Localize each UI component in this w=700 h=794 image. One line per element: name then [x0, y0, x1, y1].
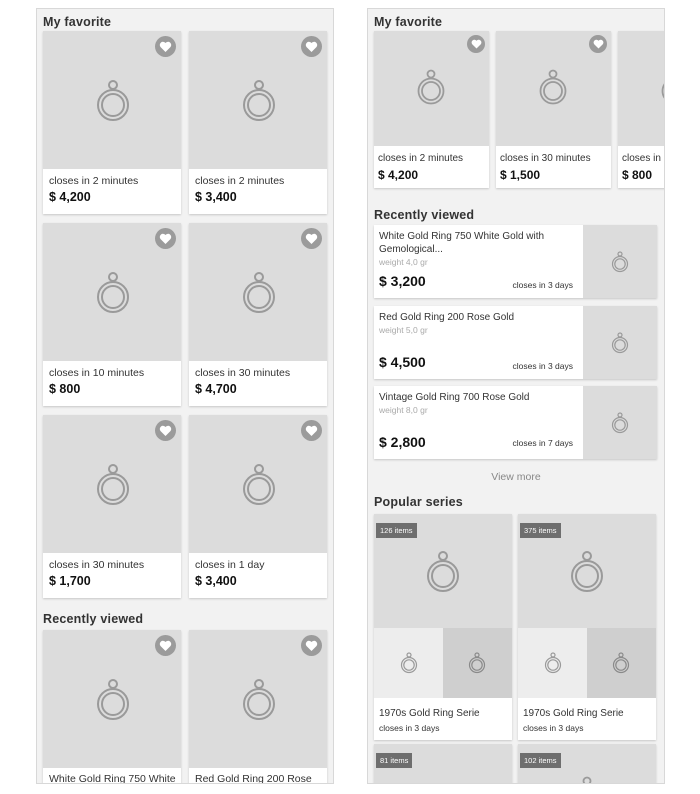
recently-viewed-title: Recently viewed	[43, 612, 144, 626]
product-title: White Gold Ring 750 White	[49, 773, 176, 784]
ring-icon	[241, 79, 277, 123]
left-screen	[36, 8, 334, 784]
heart-icon[interactable]	[467, 35, 485, 53]
my-favorite-title: My favorite	[43, 15, 112, 29]
my-favorite-title: My favorite	[374, 15, 443, 29]
ring-icon	[611, 412, 629, 434]
product-title: Vintage Gold Ring 700 Rose Gold	[379, 392, 530, 403]
series-card[interactable]	[518, 514, 656, 740]
favorite-card[interactable]	[189, 415, 327, 598]
closes-text: closes in 3 days	[512, 361, 573, 371]
closes-text: closes in 10 minutes	[49, 367, 145, 379]
ring-icon	[241, 678, 277, 722]
closes-text: closes in 2 minutes	[195, 175, 285, 187]
favorite-card[interactable]	[189, 223, 327, 406]
ring-icon	[569, 550, 605, 594]
product-image	[618, 31, 665, 146]
heart-icon[interactable]	[155, 635, 176, 656]
favorite-card[interactable]	[43, 223, 181, 406]
favorite-card[interactable]	[189, 31, 327, 214]
product-thumbnail	[583, 386, 657, 459]
price: $ 4,700	[195, 382, 237, 396]
ring-icon	[612, 652, 630, 674]
ring-icon	[660, 69, 665, 106]
right-screen	[367, 8, 665, 784]
favorite-card[interactable]	[618, 31, 665, 188]
ring-icon	[95, 79, 131, 123]
recent-card[interactable]	[43, 630, 181, 784]
heart-icon[interactable]	[301, 635, 322, 656]
item-count-badge: 126 items	[376, 523, 417, 538]
ring-icon	[611, 332, 629, 354]
product-weight: weight 5,0 gr	[379, 325, 428, 335]
ring-icon	[95, 678, 131, 722]
price: $ 3,400	[195, 574, 237, 588]
series-card[interactable]	[518, 744, 656, 784]
closes-text: closes in 30 minutes	[500, 153, 591, 164]
view-more-link[interactable]: View more	[491, 471, 541, 483]
ring-icon	[577, 776, 597, 784]
closes-text: closes in 3 days	[379, 723, 440, 733]
product-title: Red Gold Ring 200 Rose Gold	[379, 312, 515, 323]
price: $ 4,200	[378, 168, 419, 182]
ring-icon	[611, 251, 629, 273]
product-title: White Gold Ring 750 White Gold with Gemological...	[379, 231, 545, 255]
price: $ 3,200	[379, 273, 426, 289]
series-name: 1970s Gold Ring Serie	[523, 708, 624, 719]
favorite-card[interactable]	[374, 31, 489, 188]
closes-text: closes in 3 days	[512, 280, 573, 290]
closes-text: closes in	[622, 153, 661, 164]
recent-card[interactable]	[189, 630, 327, 784]
heart-icon[interactable]	[301, 420, 322, 441]
ring-icon	[241, 271, 277, 315]
ring-icon	[241, 463, 277, 507]
heart-icon[interactable]	[589, 35, 607, 53]
price: $ 3,400	[195, 190, 237, 204]
price: $ 4,500	[379, 354, 426, 370]
product-weight: weight 4,0 gr	[379, 257, 428, 267]
price: $ 800	[622, 168, 653, 182]
item-count-badge: 102 items	[520, 753, 561, 768]
ring-icon	[538, 69, 568, 106]
closes-text: closes in 1 day	[195, 559, 265, 571]
price: $ 2,800	[379, 434, 426, 450]
popular-series-title: Popular series	[374, 495, 463, 509]
item-count-badge: 375 items	[520, 523, 561, 538]
heart-icon[interactable]	[155, 420, 176, 441]
product-weight: weight 8,0 gr	[379, 405, 428, 415]
ring-icon	[416, 69, 446, 106]
price: $ 4,200	[49, 190, 91, 204]
price: $ 800	[49, 382, 81, 396]
recent-list-item[interactable]	[374, 306, 657, 379]
closes-text: closes in 30 minutes	[49, 559, 145, 571]
series-card[interactable]	[374, 514, 512, 740]
closes-text: closes in 30 minutes	[195, 367, 291, 379]
item-count-badge: 81 items	[376, 753, 412, 768]
ring-icon	[95, 271, 131, 315]
recently-viewed-title: Recently viewed	[374, 208, 475, 222]
ring-icon	[400, 652, 418, 674]
price: $ 1,700	[49, 574, 91, 588]
product-title: Red Gold Ring 200 Rose	[195, 773, 312, 784]
series-thumb	[587, 628, 656, 698]
favorite-card[interactable]	[43, 415, 181, 598]
heart-icon[interactable]	[155, 228, 176, 249]
product-thumbnail	[583, 306, 657, 379]
ring-icon	[468, 652, 486, 674]
favorite-card[interactable]	[496, 31, 611, 188]
recent-list-item[interactable]	[374, 386, 657, 459]
series-thumb	[374, 628, 443, 698]
ring-icon	[95, 463, 131, 507]
ring-icon	[544, 652, 562, 674]
closes-text: closes in 2 minutes	[49, 175, 139, 187]
heart-icon[interactable]	[301, 36, 322, 57]
series-name: 1970s Gold Ring Serie	[379, 708, 480, 719]
heart-icon[interactable]	[155, 36, 176, 57]
closes-text: closes in 2 minutes	[378, 153, 464, 164]
favorite-card[interactable]	[43, 31, 181, 214]
series-card[interactable]	[374, 744, 512, 784]
series-thumb	[518, 628, 587, 698]
recent-list-item[interactable]	[374, 225, 657, 298]
price: $ 1,500	[500, 168, 541, 182]
ring-icon	[425, 550, 461, 594]
closes-text: closes in 3 days	[523, 723, 584, 733]
heart-icon[interactable]	[301, 228, 322, 249]
closes-text: closes in 7 days	[512, 438, 573, 448]
series-thumb	[443, 628, 512, 698]
product-thumbnail	[583, 225, 657, 298]
